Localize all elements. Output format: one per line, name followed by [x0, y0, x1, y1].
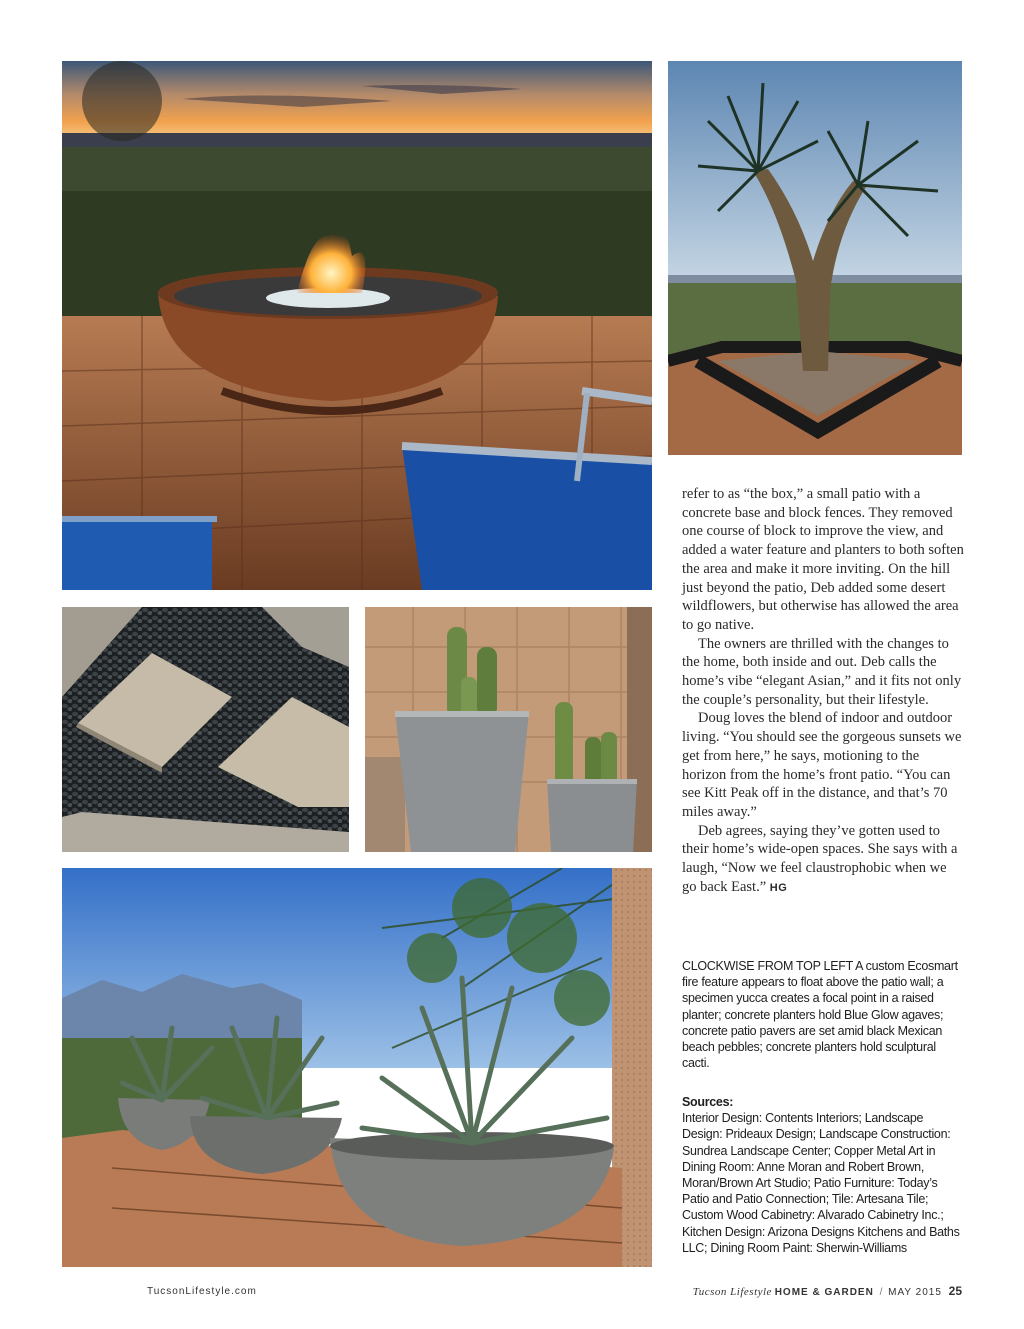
agave-planters-photo	[62, 868, 652, 1267]
footer-folio	[693, 1284, 962, 1298]
article-closing-text: Deb agrees, saying they’ve gotten used to their home’s wide-open spaces. She says with a laugh, “Now we feel claustrophobic when we go back East.”	[682, 822, 958, 895]
article-paragraph	[682, 822, 964, 898]
sources-text: Interior Design: Contents Interiors; Landscape Design: Prideaux Design; Landscape Construction: Sundrea Landscape Center; Copper Metal Art in Dining Room: Anne Moran and Robert Brown, Moran/Brown Art Studio; Patio Furniture: Today’s Patio and Patio Connection; Tile: Artesana Tile; Custom Wood Cabinetry: Alvarado Cabinetry Inc.; Kitchen Design: Arizona Designs Kitchens and Baths LLC; Dining Room Paint: Sherwin-Williams	[682, 1111, 960, 1255]
issue-date: MAY 2015	[888, 1287, 942, 1298]
photo-caption: CLOCKWISE FROM TOP LEFT A custom Ecosmart fire feature appears to float above the patio wall; a specimen yucca creates a focal point in a raised planter; concrete planters hold Blue Glow agaves; concrete patio pavers are set amid black Mexican beach pebbles; concrete planters hold sculptural cacti.	[682, 959, 958, 1071]
section-name: HOME & GARDEN	[774, 1287, 874, 1298]
footer-website: TucsonLifestyle.com	[147, 1286, 257, 1297]
pavers-pebbles-photo	[62, 607, 349, 852]
fire-feature-photo	[62, 61, 652, 590]
magazine-name: Tucson Lifestyle	[692, 1286, 772, 1298]
sources-heading: Sources:	[682, 1095, 734, 1109]
footer-separator: /	[879, 1287, 883, 1298]
article-paragraph: Doug loves the blend of indoor and outdoor living. “You should see the gorgeous sunsets we get from here,” he says, motioning to the horizon from the home’s front patio. “You can see Kitt Peak off in the distance, and that’s 70 miles away.”	[682, 710, 962, 820]
sources-block	[682, 1094, 964, 1256]
article-paragraph: refer to as “the box,” a small patio with a concrete base and block fences. They removed one course of block to improve the view, and added a water feature and planters to both soften the area and make it more inviting. On the hill just beyond the patio, Deb added some desert wildflowers, but otherwise has allowed the area to go native.	[682, 486, 964, 633]
page-number: 25	[948, 1284, 962, 1298]
article-text	[682, 485, 964, 897]
yucca-planter-photo	[668, 61, 962, 455]
cacti-planters-photo	[365, 607, 652, 852]
article-paragraph: The owners are thrilled with the changes to the home, both inside and out. Deb calls the home’s vibe “elegant Asian,” and it fits not only the couple’s personality, but their lifestyle.	[682, 635, 962, 708]
end-mark: HG	[769, 881, 788, 894]
